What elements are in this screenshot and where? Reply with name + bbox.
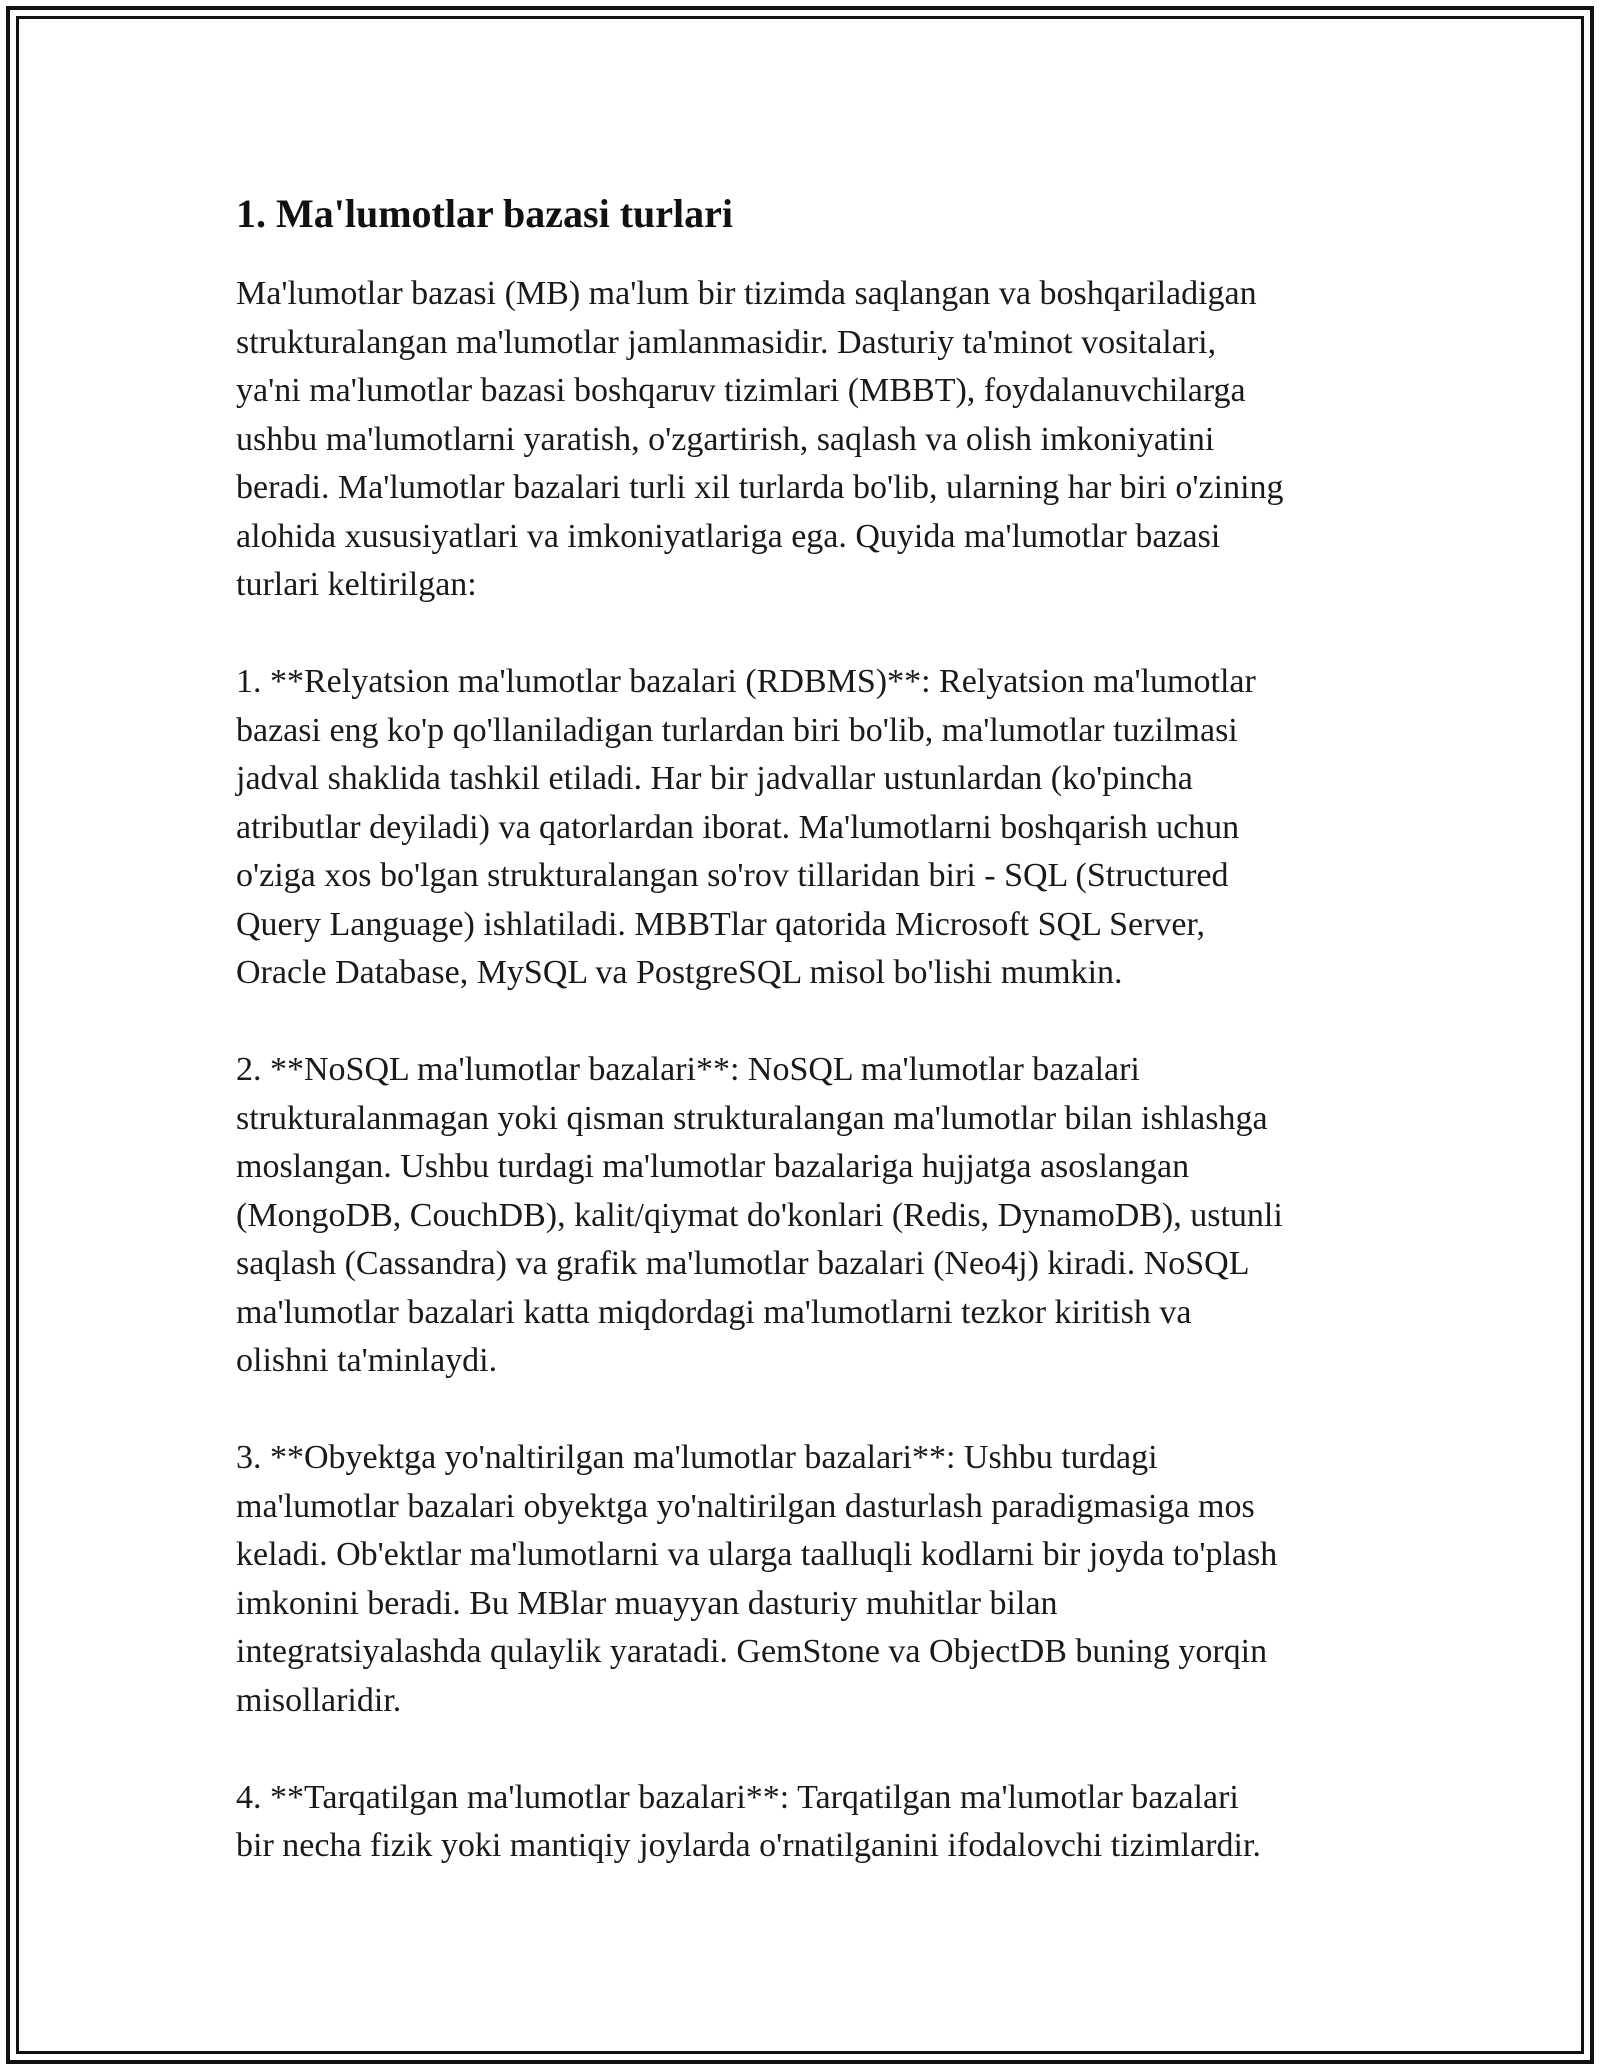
rdbms-paragraph — [236, 658, 1386, 998]
text-line: beradi. Ma'lumotlar bazalari turli xil turlarda bo'lib, ularning har biri o'zining — [236, 469, 1284, 506]
text-line: 1. **Relyatsion ma'lumotlar bazalari (RDBMS)**: Relyatsion ma'lumotlar — [236, 663, 1256, 700]
document-body — [236, 270, 1386, 1871]
text-line: misollaridir. — [236, 1681, 402, 1719]
nosql-paragraph — [236, 1046, 1386, 1386]
text-line: 3. **Obyektga yo'naltirilgan ma'lumotlar bazalari**: Ushbu turdagi — [236, 1439, 1158, 1476]
text-line: 2. **NoSQL ma'lumotlar bazalari**: NoSQL ma'lumotlar bazalari — [236, 1051, 1140, 1088]
text-line: turlari keltirilgan: — [236, 566, 477, 603]
text-line: saqlash (Cassandra) va grafik ma'lumotlar bazalari (Neo4j) kiradi. NoSQL — [236, 1245, 1250, 1282]
text-line: imkonini beradi. Bu MBlar muayyan dasturiy muhitlar bilan — [236, 1584, 1058, 1622]
document-content — [236, 186, 1386, 1871]
object-db-paragraph — [236, 1434, 1386, 1725]
text-line: ushbu ma'lumotlarni yaratish, o'zgartirish, saqlash va olish imkoniyatini — [236, 420, 1215, 458]
text-line: strukturalanmagan yoki qisman strukturalangan ma'lumotlar bilan ishlashga — [236, 1099, 1268, 1137]
text-line: Query Language) ishlatiladi. MBBTlar qatorida Microsoft SQL Server, — [236, 905, 1205, 943]
text-line: Ma'lumotlar bazasi (MB) ma'lum bir tizimda saqlangan va boshqariladigan — [236, 275, 1257, 312]
intro-paragraph — [236, 270, 1386, 610]
text-line: keladi. Ob'ektlar ma'lumotlarni va ularga taalluqli kodlarni bir joyda to'plash — [236, 1536, 1278, 1573]
text-line: strukturalangan ma'lumotlar jamlanmasidir. Dasturiy ta'minot vositalari, — [236, 323, 1217, 361]
text-line: integratsiyalashda qulaylik yaratadi. GemStone va ObjectDB buning yorqin — [236, 1633, 1268, 1670]
text-line: bazasi eng ko'p qo'llaniladigan turlardan biri bo'lib, ma'lumotlar tuzilmasi — [236, 711, 1238, 749]
text-line: o'ziga xos bo'lgan strukturalangan so'rov tillaridan biri - SQL (Structured — [236, 857, 1229, 894]
text-line: (MongoDB, CouchDB), kalit/qiymat do'konlari (Redis, DynamoDB), ustunli — [236, 1196, 1283, 1234]
text-line: ya'ni ma'lumotlar bazasi boshqaruv tizimlari (MBBT), foydalanuvchilarga — [236, 372, 1246, 409]
document-title: 1. Ma'lumotlar bazasi turlari — [236, 191, 733, 236]
text-line: 4. **Tarqatilgan ma'lumotlar bazalari**: Tarqatilgan ma'lumotlar bazalari — [236, 1778, 1239, 1816]
text-line: olishni ta'minlaydi. — [236, 1342, 498, 1379]
text-line: jadval shaklida tashkil etiladi. Har bir jadvallar ustunlardan (ko'pincha — [236, 760, 1193, 797]
text-line: alohida xususiyatlari va imkoniyatlariga ega. Quyida ma'lumotlar bazasi — [236, 517, 1221, 555]
text-line: bir necha fizik yoki mantiqiy joylarda o'rnatilganini ifodalovchi tizimlardir. — [236, 1827, 1261, 1864]
text-line: Oracle Database, MySQL va PostgreSQL misol bo'lishi mumkin. — [236, 954, 1123, 991]
text-line: moslangan. Ushbu turdagi ma'lumotlar bazalariga hujjatga asoslangan — [236, 1148, 1190, 1185]
text-line: ma'lumotlar bazalari katta miqdordagi ma'lumotlarni tezkor kiritish va — [236, 1293, 1192, 1331]
text-line: atributlar deyiladi) va qatorlardan iborat. Ma'lumotlarni boshqarish uchun — [236, 808, 1240, 846]
distributed-db-paragraph — [236, 1774, 1386, 1871]
text-line: ma'lumotlar bazalari obyektga yo'naltirilgan dasturlash paradigmasiga mos — [236, 1487, 1255, 1525]
